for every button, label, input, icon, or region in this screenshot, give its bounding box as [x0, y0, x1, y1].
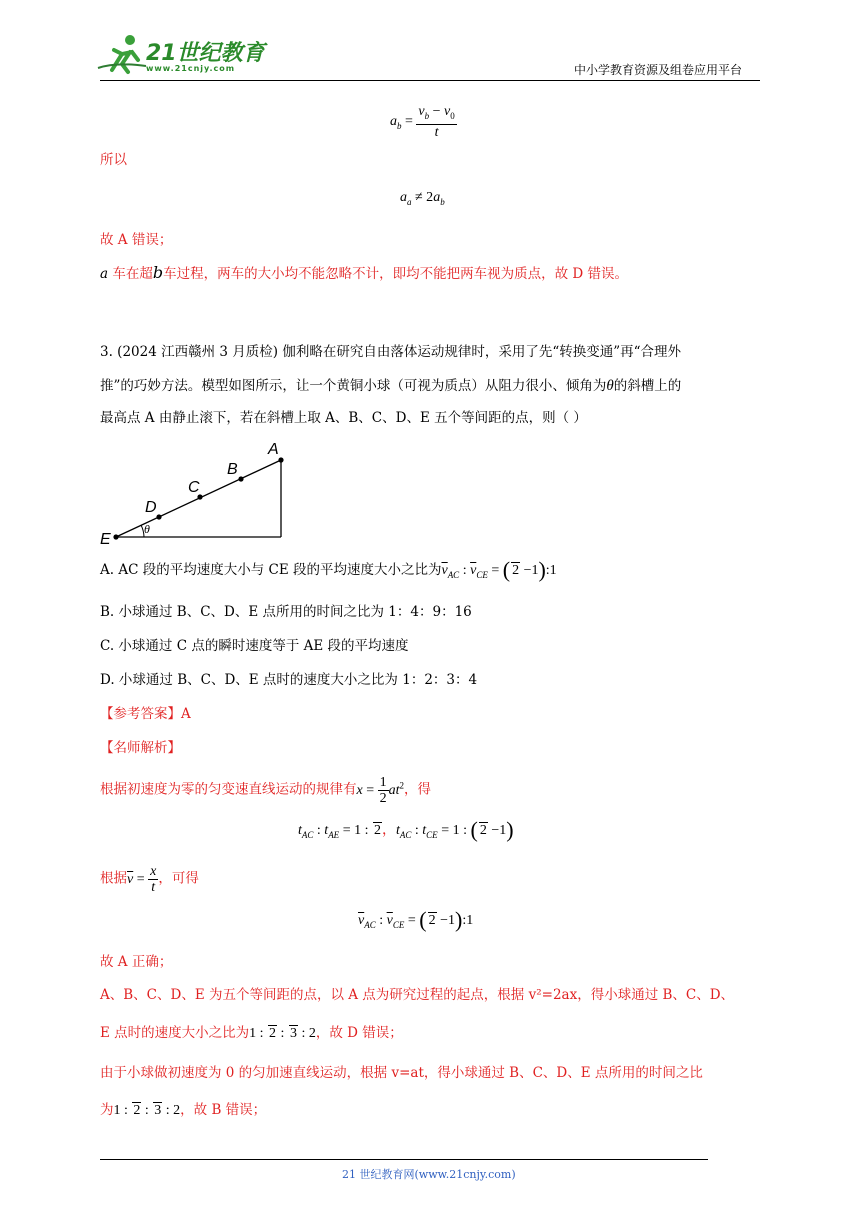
analysis-line1-suffix: ，得	[404, 781, 432, 798]
text-d-wrong-suffix: 车过程，两车的大小均不能忽略不计，即均不能把两车视为质点，故 D 错误。	[163, 266, 629, 282]
formula-time-ratio: $t_{AC}$ : $t_{AE} = 1$ : 2，$t_{AC}$ : $t_{CE} = 1$ : ( 2 −1)	[298, 817, 514, 842]
option-a[interactable]: A. AC 段的平均速度大小与 CE 段的平均速度大小之比为$\overline{v}_{AC}$ : $\overline{v}_{CE}$ = ( 2 −1):1	[100, 557, 557, 582]
footer-rule	[100, 1159, 708, 1160]
text-a-wrong: 故 A 错误；	[100, 232, 173, 248]
analysis-line4: E 点时的速度大小之比为1 : 2 : 3 : 2，故 D 错误；	[100, 1025, 403, 1041]
question-line2-tail: 的斜槽上的	[613, 378, 682, 394]
answer-label: 【参考答案】A	[100, 706, 191, 722]
label-a: A	[268, 441, 279, 458]
option-a-text: A. AC 段的平均速度大小与 CE 段的平均速度大小之比为	[100, 562, 442, 578]
analysis-line2-suffix: ，可得	[158, 870, 199, 887]
formula-ab: $a_b$ = $\frac{v_b - v_0}{t}$	[390, 104, 455, 140]
formula-aa-neq: $a_a \ne 2a_b$	[400, 190, 445, 207]
analysis-line4-prefix: E 点时的速度大小之比为	[100, 1025, 250, 1041]
option-b[interactable]: B. 小球通过 B、C、D、E 点所用的时间之比为 1：4：9：16	[100, 604, 472, 620]
option-d[interactable]: D. 小球通过 B、C、D、E 点时的速度大小之比为 1：2：3：4	[100, 672, 478, 688]
logo-url: www.21cnjy.com	[146, 64, 236, 73]
header-right-title: 中小学教育资源及组卷应用平台	[574, 63, 743, 77]
point-b	[238, 476, 243, 481]
label-d: D	[145, 499, 157, 516]
label-e: E	[100, 531, 111, 545]
question-line3: 最高点 A 由静止滚下，若在斜槽上取 A、B、C、D、E 五个等间距的点，则（ ）	[100, 410, 587, 426]
analysis-line6-suffix: ，故 B 错误；	[180, 1102, 267, 1118]
text-a-right: 故 A 正确；	[100, 954, 173, 970]
analysis-line5: 由于小球做初速度为 0 的匀加速直线运动，根据 v=at，得小球通过 B、C、D、E 点所用的时间之比	[100, 1065, 703, 1081]
footer-text[interactable]: 21 世纪教育网(www.21cnjy.com)	[342, 1168, 516, 1181]
option-c[interactable]: C. 小球通过 C 点的瞬时速度等于 AE 段的平均速度	[100, 638, 409, 654]
label-theta: θ	[144, 522, 150, 536]
header-rule	[100, 80, 760, 81]
question-line2-text: 推”的巧妙方法。模型如图所示，让一个黄铜小球（可视为质点）从阻力很小、倾角为	[100, 378, 607, 394]
logo-text: 21世纪教育	[146, 41, 265, 66]
analysis-line1: 根据初速度为零的匀变速直线运动的规律有x = $\frac{1}{2}$ $at^2$，得	[100, 775, 432, 806]
label-c: C	[188, 479, 200, 496]
analysis-line6: 为1 : 2 : 3 : 2，故 B 错误；	[100, 1102, 267, 1118]
text-suoyi: 所以	[100, 152, 127, 168]
analysis-line3: A、B、C、D、E 为五个等间距的点，以 A 点为研究过程的起点，根据 v²=2ax，得小球通过 B、C、D、	[100, 987, 735, 1003]
incline-figure	[100, 440, 300, 545]
point-d	[156, 514, 161, 519]
analysis-line6-prefix: 为	[100, 1102, 114, 1118]
formula-velocity-ratio: $\overline{v}_{AC}$ : $\overline{v}_{CE}$ = ( 2 −1):1	[358, 907, 474, 932]
analysis-label: 【名师解析】	[100, 740, 181, 756]
point-e	[113, 534, 118, 539]
analysis-line2: 根据$\overline{v}$ = $\frac{x}{t}$ ，可得	[100, 864, 199, 895]
question-line2: 推”的巧妙方法。模型如图所示，让一个黄铜小球（可视为质点）从阻力很小、倾角为θ的斜槽上的	[100, 378, 682, 394]
text-d-wrong-prefix: 车在超	[112, 266, 153, 282]
analysis-line4-suffix: ，故 D 错误；	[315, 1025, 403, 1041]
analysis-line1-prefix: 根据初速度为零的匀变速直线运动的规律有	[100, 781, 357, 798]
text-d-wrong: a 车在超b车过程，两车的大小均不能忽略不计，即均不能把两车视为质点，故 D 错误。	[100, 263, 629, 282]
analysis-line2-prefix: 根据	[100, 870, 127, 887]
point-a	[278, 457, 283, 462]
label-b: B	[227, 461, 238, 478]
question-line1: 3. (2024 江西赣州 3 月质检) 伽利略在研究自由落体运动规律时，采用了先“转换变通”再“合理外	[100, 344, 682, 360]
